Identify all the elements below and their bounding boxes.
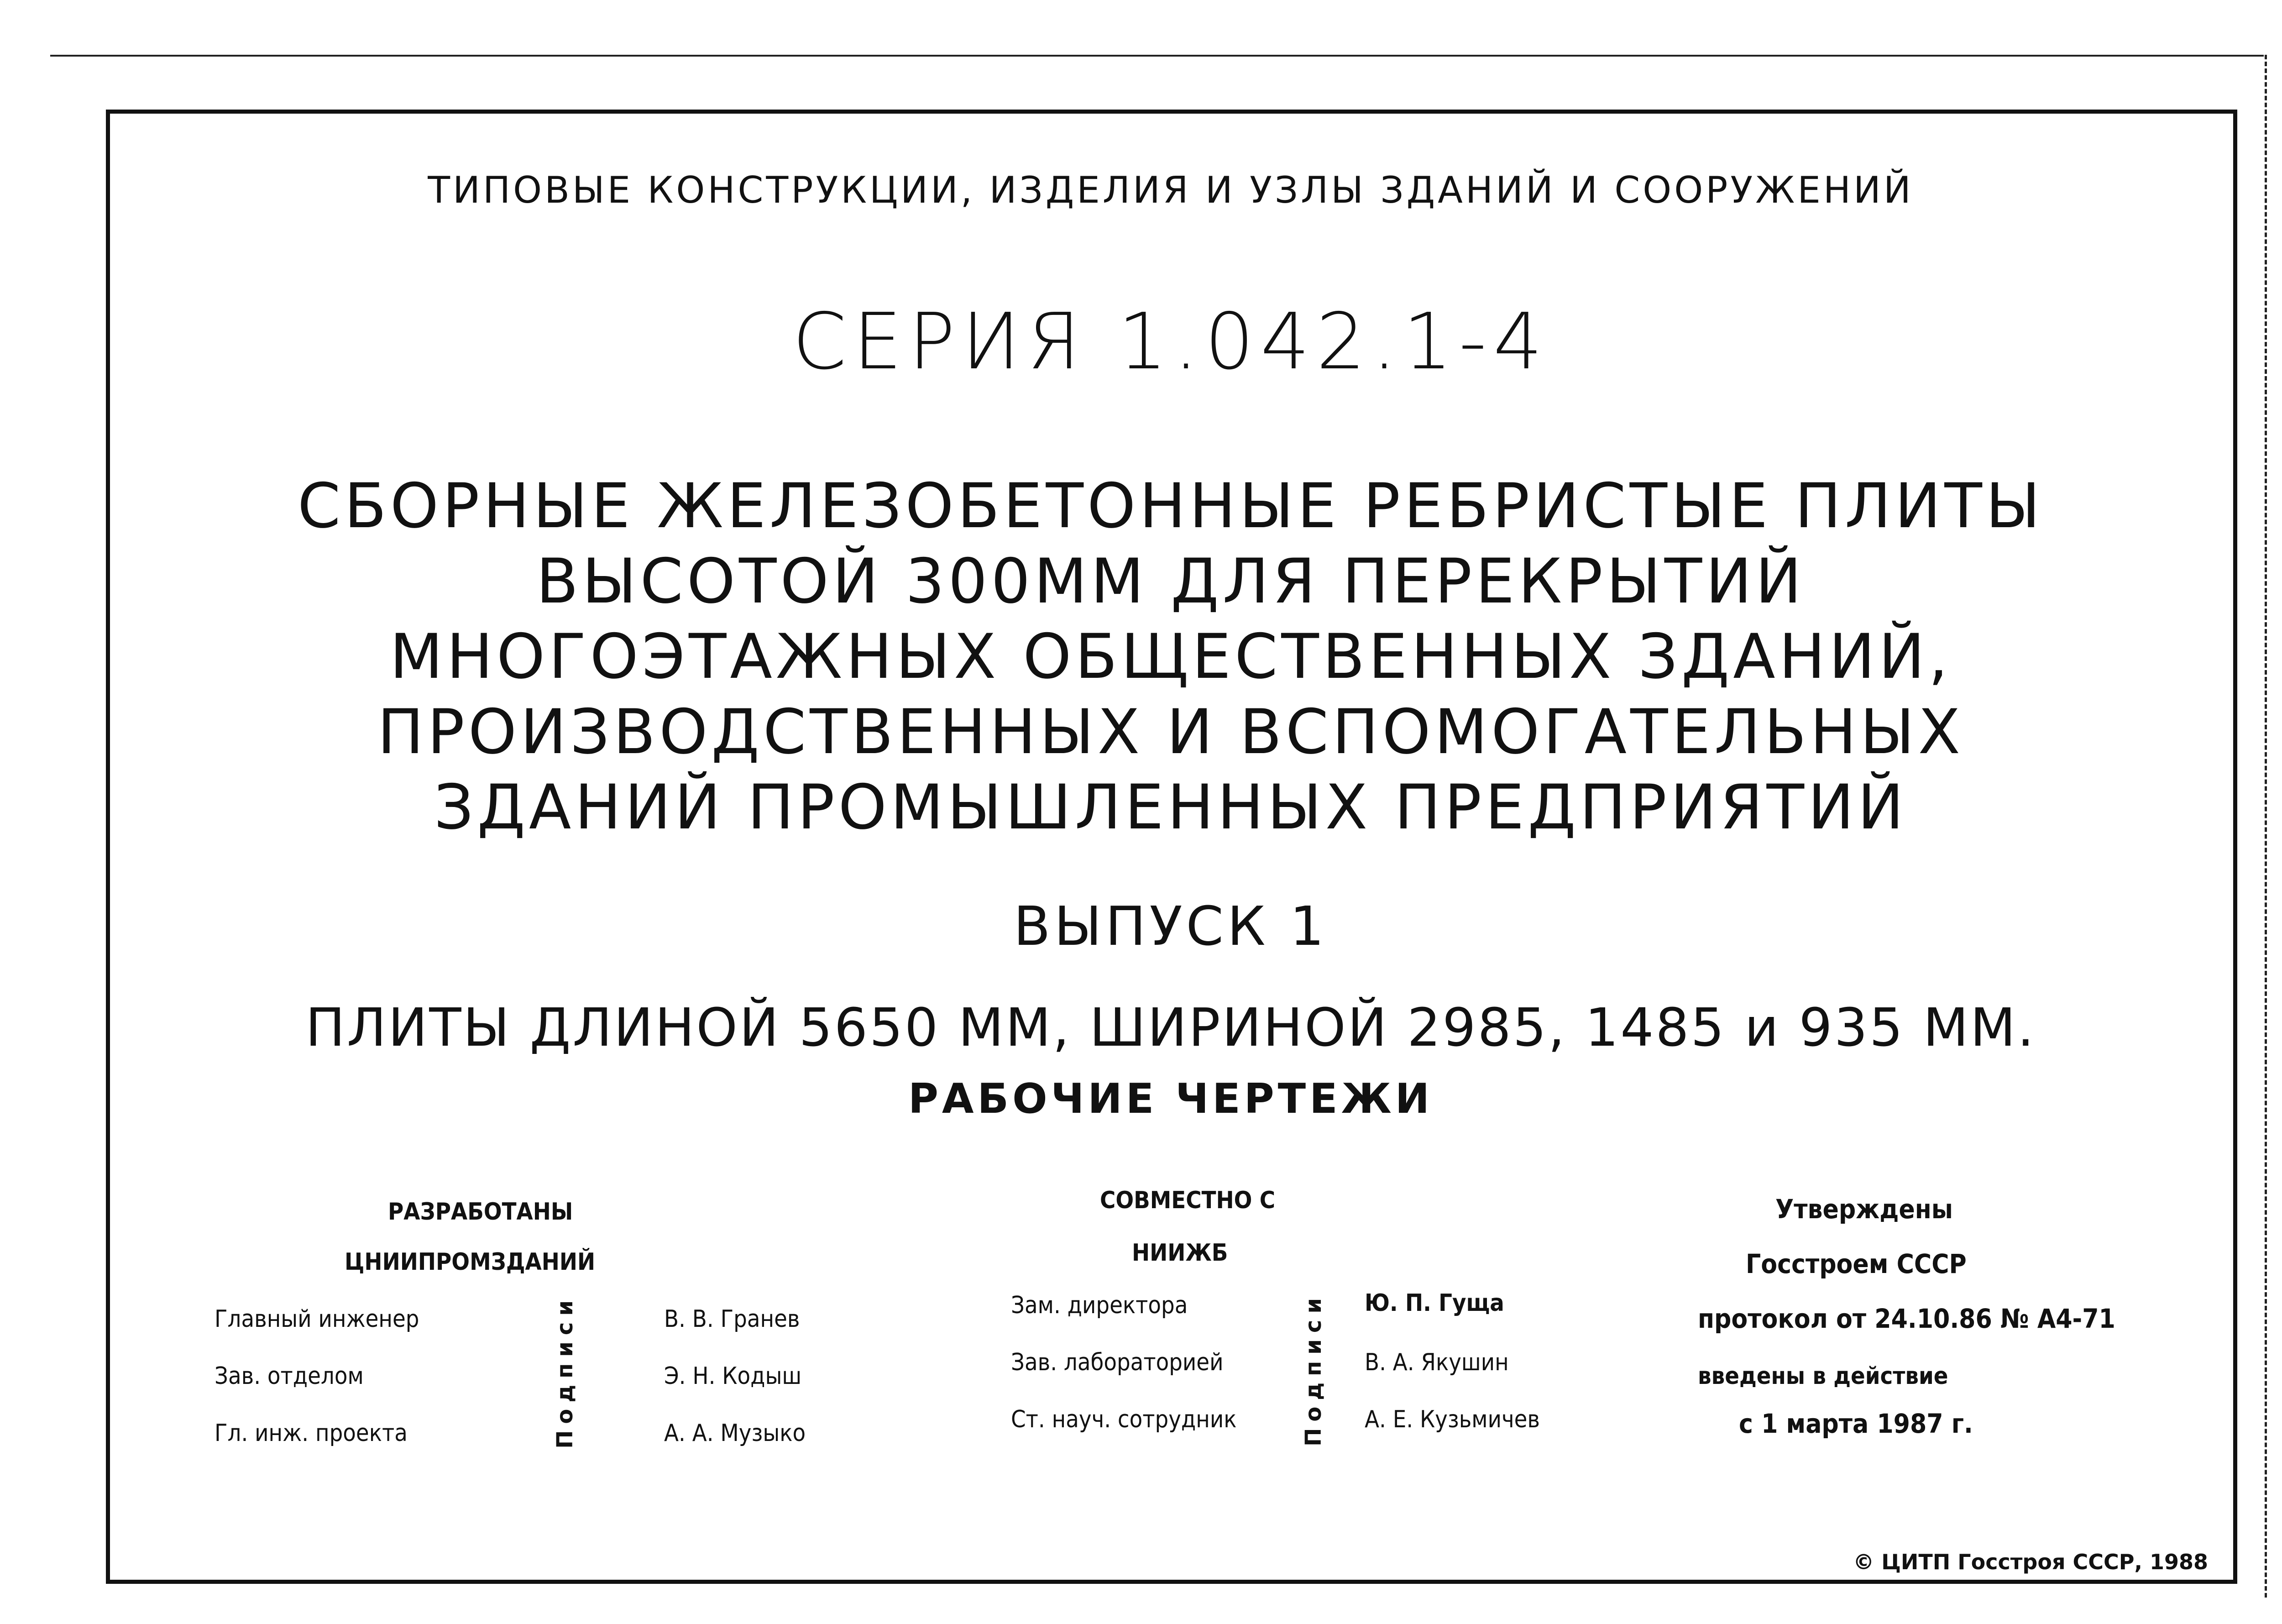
working-drawings: РАБОЧИЕ ЧЕРТЕЖИ	[908, 1075, 1434, 1123]
partner-name-2: В. А. Якушин	[1365, 1349, 1509, 1376]
partner-role-1: Зам. директора	[1011, 1292, 1188, 1319]
partner-org: НИИЖБ	[1132, 1239, 1228, 1267]
developer-name-3: А. А. Музыко	[664, 1420, 806, 1447]
partner-name-3: А. Е. Кузьмичев	[1365, 1406, 1540, 1433]
title-line-4: ПРОИЗВОДСТВЕННЫХ И ВСПОМОГАТЕЛЬНЫХ	[377, 696, 1964, 768]
approval-by: Госстроем СССР	[1746, 1248, 1967, 1279]
developer-role-1: Главный инженер	[215, 1305, 419, 1333]
subtitle: ПЛИТЫ ДЛИНОЙ 5650 ММ, ШИРИНОЙ 2985, 1485 и 935 ММ.	[305, 997, 2036, 1058]
right-dashed-rule	[2265, 55, 2267, 1598]
copyright: © ЦИТП Госстроя СССР, 1988	[1853, 1550, 2208, 1574]
effective-date: с 1 марта 1987 г.	[1739, 1408, 1973, 1439]
issue-number: ВЫПУСК 1	[1013, 895, 1328, 958]
approval-heading: Утверждены	[1775, 1194, 1953, 1225]
developers-heading: РАЗРАБОТАНЫ	[388, 1198, 573, 1226]
developer-name-1: В. В. Гранев	[664, 1305, 800, 1333]
partner-role-2: Зав. лабораторией	[1011, 1349, 1224, 1376]
partner-signatures-label: Подписи	[1301, 1292, 1326, 1446]
partner-name-1: Ю. П. Гуща	[1365, 1289, 1504, 1317]
partner-role-3: Ст. науч. сотрудник	[1011, 1406, 1237, 1433]
title-line-1: СБОРНЫЕ ЖЕЛЕЗОБЕТОННЫЕ РЕБРИСТЫЕ ПЛИТЫ	[297, 470, 2044, 542]
developers-signatures-label: Подписи	[552, 1294, 578, 1449]
series-number: СЕРИЯ 1.042.1-4	[792, 297, 1549, 387]
top-rule	[50, 55, 2264, 57]
title-line-5: ЗДАНИЙ ПРОМЫШЛЕННЫХ ПРЕДПРИЯТИЙ	[434, 771, 1908, 843]
partner-heading: СОВМЕСТНО С	[1100, 1187, 1276, 1214]
developer-role-3: Гл. инж. проекта	[215, 1420, 408, 1447]
effective-label: введены в действие	[1698, 1362, 1948, 1390]
developers-org: ЦНИИПРОМЗДАНИЙ	[345, 1248, 596, 1276]
header-text: ТИПОВЫЕ КОНСТРУКЦИИ, ИЗДЕЛИЯ И УЗЛЫ ЗДАНИЙ И СООРУЖЕНИЙ	[428, 169, 1914, 211]
title-line-3: МНОГОЭТАЖНЫХ ОБЩЕСТВЕННЫХ ЗДАНИЙ,	[389, 621, 1952, 692]
approval-protocol: протокол от 24.10.86 № А4-71	[1698, 1303, 2115, 1334]
developer-role-2: Зав. отделом	[215, 1362, 364, 1390]
developer-name-2: Э. Н. Кодыш	[664, 1362, 802, 1390]
title-line-2: ВЫСОТОЙ 300ММ ДЛЯ ПЕРЕКРЫТИЙ	[536, 545, 1806, 617]
